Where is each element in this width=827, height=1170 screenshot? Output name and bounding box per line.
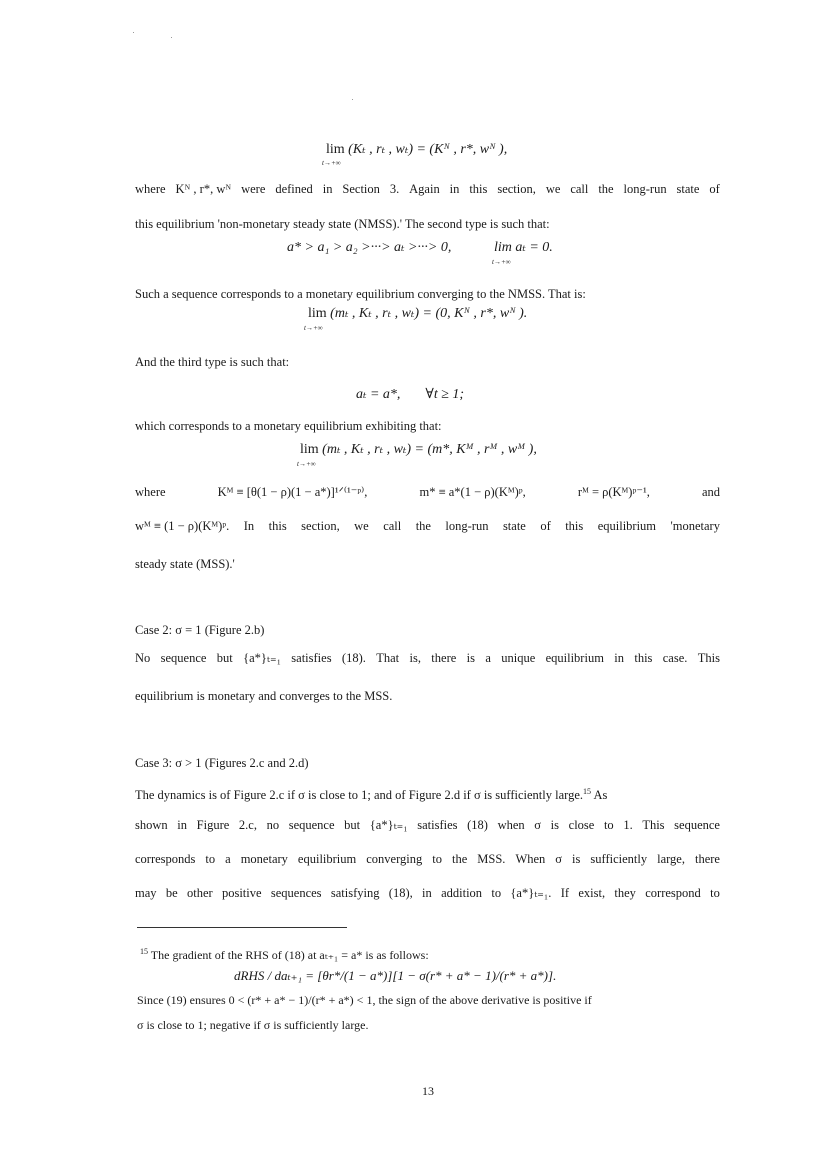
word: addition [441, 886, 483, 900]
word: 3. [389, 182, 400, 196]
word: to [491, 886, 502, 900]
para1-line2: this equilibrium 'non-monetary steady state (NMSS).' The second type is such that: [135, 217, 550, 231]
equation-body: (Kₜ , rₜ , wₜ) = (Kᴺ , r*, wᴺ ), [348, 142, 508, 157]
word: {a*}ₜ₌₁ [243, 651, 281, 665]
word: That [376, 651, 400, 665]
word: This [642, 818, 665, 832]
word: satisfies [417, 818, 458, 832]
scan-speck [133, 32, 134, 33]
word: there [694, 852, 720, 866]
word: is [550, 818, 560, 832]
word: in [177, 818, 188, 832]
word: a [225, 852, 231, 866]
word: (18) [467, 818, 488, 832]
equation-limit-zero [494, 239, 553, 257]
para5-line1 [135, 484, 720, 500]
word: they [614, 886, 636, 900]
word: wᴹ ≡ (1 − ρ)(Kᴹ)ᵖ. [135, 519, 230, 533]
lim-operator: lim [300, 442, 319, 457]
word: rᴹ = ρ(Kᴹ)ᵖ⁻¹, [577, 485, 650, 499]
word: is, [409, 651, 421, 665]
word: section, [301, 519, 340, 533]
word: to [603, 818, 614, 832]
equation-body: a* > a₁ > a₂ >···> aₜ >···> 0, [287, 240, 452, 255]
lim-operator: lim [308, 306, 327, 321]
footnote-reference: 15 [583, 787, 592, 796]
case3-line4 [135, 885, 720, 901]
word: we [354, 519, 369, 533]
equation-constant-sequence [356, 386, 464, 404]
word: and [701, 485, 720, 499]
equation-body: lim aₜ = 0. [494, 240, 553, 255]
word: to [205, 852, 216, 866]
footnote-equation: dRHS / daₜ₊₁ = [θr*/(1 − a*)][1 − σ(r* + a* − 1)/(r* + a*)]. [234, 968, 557, 983]
word: the [415, 519, 431, 533]
word: sequence [674, 818, 720, 832]
word: 2.c, [238, 818, 257, 832]
lim-operator: lim [326, 142, 345, 157]
word: In [243, 519, 255, 533]
limit-subscript: t→+∞ [322, 159, 341, 167]
scan-speck [171, 37, 172, 38]
case2-figure-ref: (Figure 2.b) [201, 623, 265, 637]
word: satisfies [291, 651, 332, 665]
word: in [614, 651, 624, 665]
para1-line1 [135, 181, 720, 197]
word: there [431, 651, 457, 665]
case2-heading [135, 622, 264, 638]
equation-limit-mss [300, 441, 537, 459]
word: we [545, 182, 561, 196]
word: this [565, 519, 584, 533]
word: shown [135, 818, 168, 832]
word: 'monetary [670, 519, 720, 533]
footnote-line2: Since (19) ensures 0 < (r* + a* − 1)/(r* + a*) < 1, the sign of the above derivative is positive if [137, 993, 592, 1007]
word: defined [275, 182, 313, 196]
word: σ [534, 818, 542, 832]
case3-line3 [135, 851, 720, 867]
word: section, [497, 182, 536, 196]
word: Kᴹ ≡ [θ(1 − ρ)(1 − a*)]¹ᐟ⁽¹⁻ᵖ⁾, [217, 485, 368, 499]
word: When [515, 852, 546, 866]
word: long-run [445, 519, 489, 533]
equation-body: (mₜ , Kₜ , rₜ , wₜ) = (m*, Kᴹ , rᴹ , wᴹ ), [322, 442, 537, 457]
word: 1. [623, 818, 633, 832]
word: in [422, 886, 432, 900]
footnote-line3: σ is close to 1; negative if σ is sufficiently large. [137, 1018, 369, 1032]
word: the [452, 852, 468, 866]
word: equilibrium [545, 651, 604, 665]
word: If [560, 886, 570, 900]
word: This [697, 651, 720, 665]
word: to [710, 886, 720, 900]
word: in [449, 182, 460, 196]
word: case. [662, 651, 688, 665]
limit-subscript: t→+∞ [492, 258, 511, 266]
equation-sequence-decreasing [287, 239, 451, 257]
equation-condition: ∀t ≥ 1; [425, 387, 465, 402]
para5-line3: steady state (MSS).' [135, 557, 235, 571]
equation-body: (mₜ , Kₜ , rₜ , wₜ) = (0, Kᴺ , r*, wᴺ ). [330, 306, 528, 321]
word: Section [342, 182, 380, 196]
case3-figure-ref: (Figures 2.c and 2.d) [201, 756, 309, 770]
word: positive [221, 886, 262, 900]
limit-subscript: t→+∞ [297, 460, 316, 468]
equation-limit-monetary-nmss [308, 305, 527, 323]
word: (18). [341, 651, 366, 665]
case3-line2 [135, 817, 720, 833]
word: may [135, 886, 157, 900]
scan-speck [352, 99, 353, 100]
equation-body: aₜ = a*, [356, 387, 401, 402]
word: close [568, 818, 595, 832]
word: sequence [160, 651, 207, 665]
word: correspond [645, 886, 701, 900]
footnote-text: The gradient of the RHS of (18) at aₜ₊₁ = a* is as follows: [150, 948, 429, 962]
word: other [186, 886, 213, 900]
word: sequence [288, 818, 335, 832]
footnote-number: 15 [140, 947, 148, 956]
word: Kᴺ , r*, wᴺ [175, 182, 232, 196]
word: state [502, 519, 526, 533]
word: {a*}ₜ₌₁. [510, 886, 552, 900]
word: call [383, 519, 402, 533]
case3-line1 [135, 784, 607, 803]
word: of [709, 182, 720, 196]
word: where [135, 182, 166, 196]
word: No [135, 651, 151, 665]
word: when [497, 818, 525, 832]
word: Again [409, 182, 440, 196]
case3-title: Case 3: σ > 1 [135, 756, 202, 770]
word: this [469, 182, 488, 196]
word: in [322, 182, 333, 196]
word: the [598, 182, 614, 196]
case2-title: Case 2: σ = 1 [135, 623, 202, 637]
para3: And the third type is such that: [135, 355, 290, 369]
word: but [216, 651, 233, 665]
word: a [485, 651, 491, 665]
word: m* ≡ a*(1 − ρ)(Kᴹ)ᵖ, [419, 485, 526, 499]
word: exist, [578, 886, 606, 900]
case2-line1 [135, 650, 720, 666]
word: to [432, 852, 442, 866]
word: σ [555, 852, 563, 866]
word: equilibrium [297, 852, 357, 866]
case3-heading [135, 755, 308, 771]
para2: Such a sequence corresponds to a monetary equilibrium converging to the NMSS. That is: [135, 287, 586, 301]
word: sufficiently [590, 852, 648, 866]
para4: which corresponds to a monetary equilibrium exhibiting that: [135, 419, 442, 433]
page-number: 13 [422, 1084, 434, 1098]
word: no [266, 818, 280, 832]
word: this [268, 519, 287, 533]
word: be [165, 886, 178, 900]
word: MSS. [477, 852, 506, 866]
word: state [676, 182, 700, 196]
word: large, [657, 852, 685, 866]
word: unique [501, 651, 536, 665]
word: were [241, 182, 266, 196]
word: sequences [270, 886, 322, 900]
word: long-run [623, 182, 667, 196]
word: this [634, 651, 653, 665]
word: call [570, 182, 589, 196]
word: satisfying [330, 886, 380, 900]
word: {a*}ₜ₌₁ [369, 818, 408, 832]
word: (18), [388, 886, 413, 900]
word: is [466, 651, 475, 665]
equation-limit-nmss [326, 141, 507, 159]
limit-subscript: t→+∞ [304, 324, 323, 332]
word: monetary [240, 852, 288, 866]
word: Figure [196, 818, 230, 832]
para5-line2 [135, 518, 720, 534]
case3-line1-text: The dynamics is of Figure 2.c if σ is close to 1; and of Figure 2.d if σ is sufficiently large. [135, 788, 584, 803]
word: is [572, 852, 581, 866]
case2-line2: equilibrium is monetary and converges to the MSS. [135, 689, 393, 703]
case3-line1-end: As [591, 788, 608, 803]
word: converging [366, 852, 423, 866]
word: where [135, 485, 166, 499]
word: corresponds [135, 852, 196, 866]
footnote-line1 [140, 944, 429, 963]
word: of [540, 519, 551, 533]
word: equilibrium [597, 519, 657, 533]
footnote-rule [137, 927, 347, 928]
word: but [344, 818, 361, 832]
